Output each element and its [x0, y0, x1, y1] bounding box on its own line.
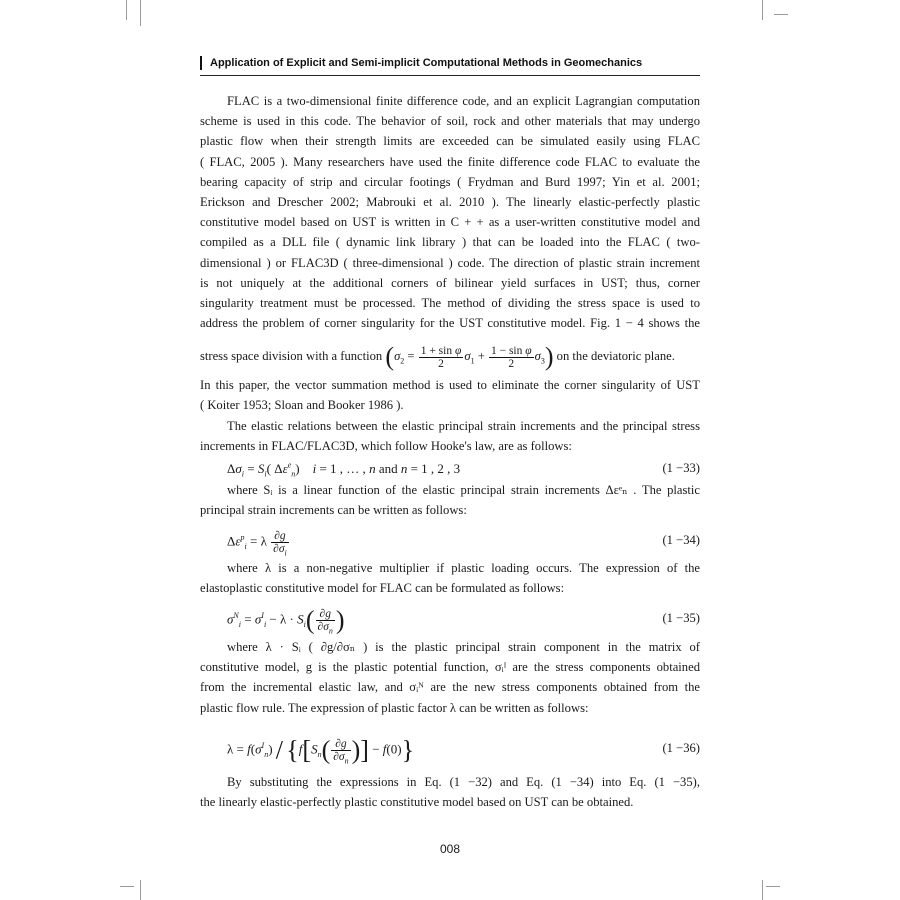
crop-mark-tl2: [140, 0, 141, 26]
text-line: singularity treatment must be processed. The method of dividing the stress space is used to: [200, 296, 700, 311]
equation-number: (1 −33): [662, 461, 700, 475]
text-line: from the incremental elastic law, and σᵢᴺ are the new stress components obtained from the: [200, 680, 700, 695]
crop-mark-br2: [766, 886, 780, 887]
crop-mark-br: [762, 880, 763, 900]
function-suffix: on the deviatoric plane.: [556, 349, 675, 363]
text-line: In this paper, the vector summation method is used to eliminate the corner singularity of UST: [200, 378, 700, 392]
paragraph-1-tail: [200, 375, 700, 415]
function-line: [200, 341, 700, 371]
page-number: 008: [439, 842, 461, 856]
paragraph-4: [200, 558, 700, 598]
paragraph-5: [200, 637, 700, 718]
text-line: ( Koiter 1953; Sloan and Booker 1986 ).: [200, 398, 404, 413]
text-line: Erickson and Drescher 2002; Mabrouki et al. 2010 ). The linearly elastic-perfectly plastic: [200, 195, 700, 210]
running-header: Application of Explicit and Semi-implicit Computational Methods in Geomechanics: [200, 56, 710, 70]
paragraph-3: [200, 480, 700, 520]
text-line: bearing capacity of strip and circular footings ( Frydman and Burd 1997; Yin et al. 2001;: [200, 174, 700, 189]
crop-mark-tr2: [774, 14, 788, 15]
text-line: ( FLAC, 2005 ). Many researchers have used the finite difference code FLAC to evaluate the: [200, 154, 700, 169]
text-line: constitutive model based on UST is written in C + + as a user-written constitutive model and: [200, 215, 700, 230]
function-prefix: stress space division with a function: [200, 349, 383, 363]
equation-number: (1 −35): [662, 611, 700, 625]
text-line: increments in FLAC/FLAC3D, which follow Hooke's law, are as follows:: [200, 439, 572, 454]
function-formula: ($\sigma_2$ = $\frac{\text{1 + sin φ}}{2}$ $\sigma_1$ + $\frac{\text{1 − sin φ}}{2}$ $\sigma_3$): [385, 342, 554, 372]
equation-1-35: $\sigma^N_i = \sigma^I_i - \lambda \cdot S_i$( $\frac{\partial g}{\partial\sigma_n}$ ): [227, 605, 345, 636]
equation-1-33: $\Delta\sigma_i = S_i$( $\Delta\varepsilon^e_n$) i = 1 , … , n and n = 1 , 2 , 3: [227, 460, 461, 479]
text-line: address the problem of corner singularity for the UST constitutive model. Fig. 1 − 4 shows the: [200, 316, 700, 331]
text-line: where λ is a non-negative multiplier if plastic loading occurs. The expression of the: [227, 561, 700, 575]
crop-mark-tl: [126, 0, 127, 20]
text-line: FLAC is a two-dimensional finite difference code, and an explicit Lagrangian computation: [227, 94, 700, 108]
paragraph-6: [200, 772, 700, 812]
text-line: compiled as a DLL file ( dynamic link library ) that can be loaded into the FLAC ( two-: [200, 235, 700, 250]
text-line: dimensional ) or FLAC3D ( three-dimensional ) code. The direction of plastic strain increment: [200, 255, 700, 270]
paragraph-1: [200, 91, 700, 333]
text-line: is not uniquely at the additional corners of bilinear yield surfaces in UST; thus, corner: [200, 275, 700, 290]
text-line: principal strain increments can be written as follows:: [200, 503, 467, 518]
text-line: The elastic relations between the elastic principal strain increments and the principal stress: [227, 419, 700, 433]
text-line: plastic flow when their strength limits are exceeded can be simulated easily using FLAC: [200, 134, 700, 149]
equation-1-36: $\lambda = f(\sigma^I_n) / \{f[S_n$( $\frac{\partial g}{\partial\sigma_n}$ )] − f(0)}: [227, 735, 415, 766]
header-rule: [200, 75, 700, 76]
crop-mark-bl2: [120, 886, 134, 887]
equation-number: (1 −36): [662, 741, 700, 755]
text-line: plastic flow rule. The expression of plastic factor λ can be written as follows:: [200, 700, 589, 715]
crop-mark-tr: [762, 0, 763, 20]
crop-mark-bl: [140, 880, 141, 900]
text-line: scheme is used in this code. The behavior of soil, rock and other materials that may undergo: [200, 114, 700, 129]
text-line: By substituting the expressions in Eq. (1 −32) and Eq. (1 −34) into Eq. (1 −35),: [227, 775, 700, 789]
paragraph-2: [200, 416, 700, 456]
text-line: elastoplastic constitutive model for FLAC can be formulated as follows:: [200, 581, 565, 596]
equation-1-34: $\Delta\varepsilon^p_i = \lambda$ $\frac{\partial g}{\partial\sigma_i}$: [227, 530, 287, 558]
text-line: constitutive model, g is the plastic potential function, σᵢᴵ are the stress components obtained: [200, 660, 700, 675]
equation-number: (1 −34): [662, 533, 700, 547]
text-line: the linearly elastic-perfectly plastic constitutive model based on UST can be obtained.: [200, 795, 634, 810]
text-line: where Sᵢ is a linear function of the elastic principal strain increments Δεᵉₙ . The plastic: [227, 483, 700, 497]
text-line: where λ · Sᵢ ( ∂g/∂σₙ ) is the plastic principal strain component in the matrix of: [227, 640, 700, 654]
